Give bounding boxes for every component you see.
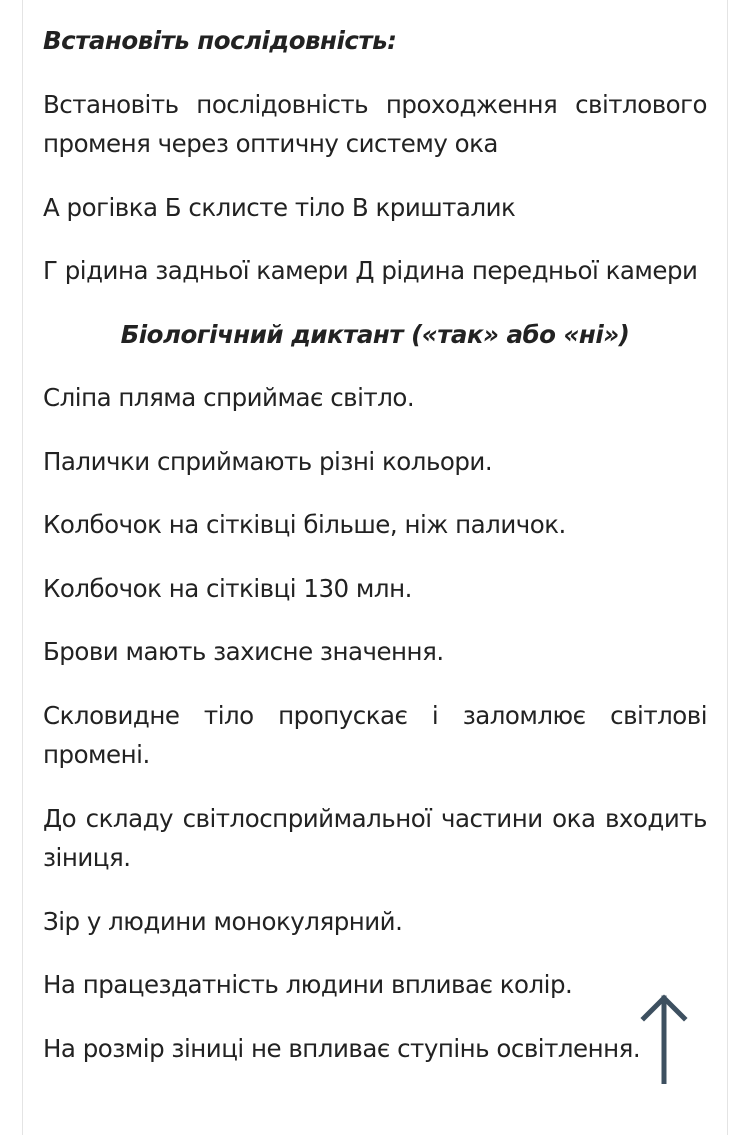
sequence-task: Встановіть послідовність проходження світлового променя через оптичну систему ока <box>43 89 707 158</box>
dictation-statement: Зір у людини монокулярний. <box>43 906 403 936</box>
arrow-up-icon <box>640 992 688 1084</box>
dictation-statement: До складу світлосприймальної частини ока входить зіниця. <box>43 803 707 872</box>
dictation-statement: Скловидне тіло пропускає і заломлює світлові промені. <box>43 700 707 769</box>
dictation-statement: На працездатність людини впливає колір. <box>43 970 573 999</box>
sequence-options-line-1: А рогівка Б склисте тіло В кришталик <box>43 192 516 222</box>
scroll-to-top-button[interactable] <box>640 992 688 1084</box>
dictation-heading: Біологічний диктант («так» або «ні») <box>120 319 630 349</box>
dictation-statement: Палички сприймають різні кольори. <box>43 446 493 476</box>
dictation-statement: Колбочок на сітківці більше, ніж паличок. <box>43 510 566 539</box>
dictation-statement: Колбочок на сітківці 130 млн. <box>43 573 412 603</box>
sequence-heading: Встановіть послідовність: <box>43 26 397 55</box>
sequence-options-line-2: Г рідина задньої камери Д рідина передньої камери <box>43 256 698 285</box>
dictation-statement: Брови мають захисне значення. <box>43 637 444 666</box>
dictation-statement: На розмір зіниці не впливає ступінь освітлення. <box>43 1033 641 1063</box>
dictation-statement: Сліпа пляма сприймає світло. <box>43 383 415 412</box>
article-content <box>43 21 707 1092</box>
